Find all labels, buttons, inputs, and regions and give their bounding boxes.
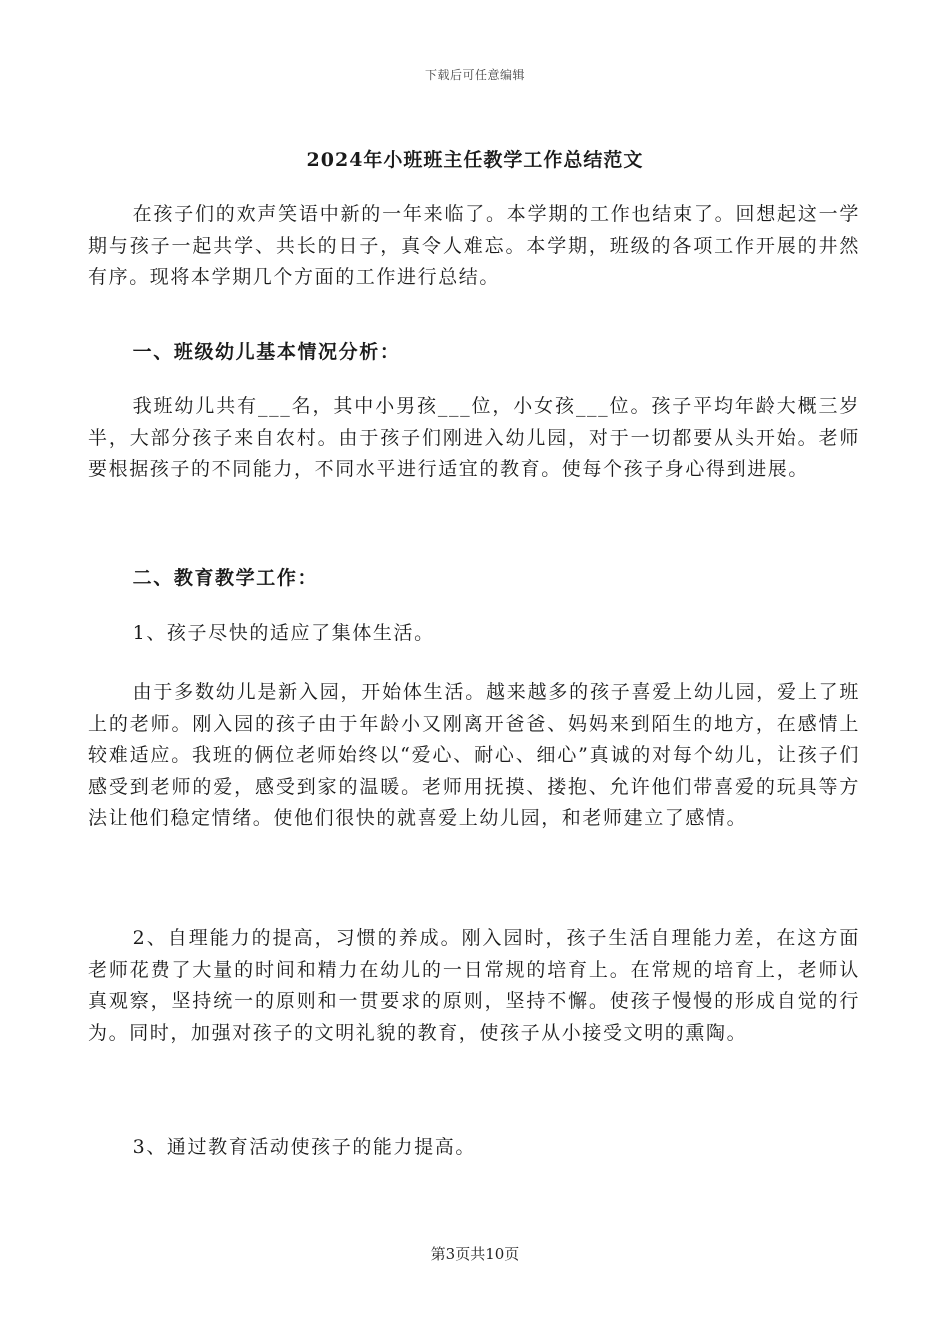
header-note: 下载后可任意编辑: [424, 68, 525, 82]
class-analysis-paragraph: 我班幼儿共有___名，其中小男孩___位，小女孩___位。孩子平均年龄大概三岁半，大部分孩子来自农村。由于孩子们刚进入幼儿园，对于一切都要从头开始。老师要根据孩子的不同能力，不同水平进行适宜的教育。使每个孩子身心得到进展。: [88, 395, 860, 480]
adaptation-paragraph: 由于多数幼儿是新入园，开始体生活。越来越多的孩子喜爱上幼儿园，爱上了班上的老师。刚入园的孩子由于年龄小又刚离开爸爸、妈妈来到陌生的地方，在感情上较难适应。我班的俩位老师始终以“爱心、耐心、细心”真诚的对每个幼儿，让孩子们感受到老师的爱，感受到家的温暖。老师用抚摸、搂抱、允许他们带喜爱的玩具等方法让他们稳定情绪。使他们很快的就喜爱上幼儿园，和老师建立了感情。: [88, 681, 860, 829]
document-title: 2024年小班班主任教学工作总结范文: [306, 149, 644, 171]
list-item-3: 3、通过教育活动使孩子的能力提高。: [132, 1136, 476, 1158]
intro-paragraph: 在孩子们的欢声笑语中新的一年来临了。本学期的工作也结束了。回想起这一学期与孩子一起共学、共长的日子，真令人难忘。本学期，班级的各项工作开展的井然有序。现将本学期几个方面的工作进行总结。: [88, 203, 860, 288]
section-heading-2: 二、教育教学工作：: [132, 567, 319, 589]
list-item-1: 1、孩子尽快的适应了集体生活。: [132, 622, 435, 644]
section-heading-1: 一、班级幼儿基本情况分析：: [132, 341, 401, 363]
self-care-paragraph: 2、自理能力的提高，习惯的养成。刚入园时，孩子生活自理能力差，在这方面老师花费了大量的时间和精力在幼儿的一日常规的培育上。在常规的培育上，老师认真观察，坚持统一的原则和一贯要求的原则，坚持不懈。使孩子慢慢的形成自觉的行为。同时，加强对孩子的文明礼貌的教育，使孩子从小接受文明的熏陶。: [88, 927, 860, 1044]
page-number: 第3页共10页: [430, 1245, 520, 1263]
